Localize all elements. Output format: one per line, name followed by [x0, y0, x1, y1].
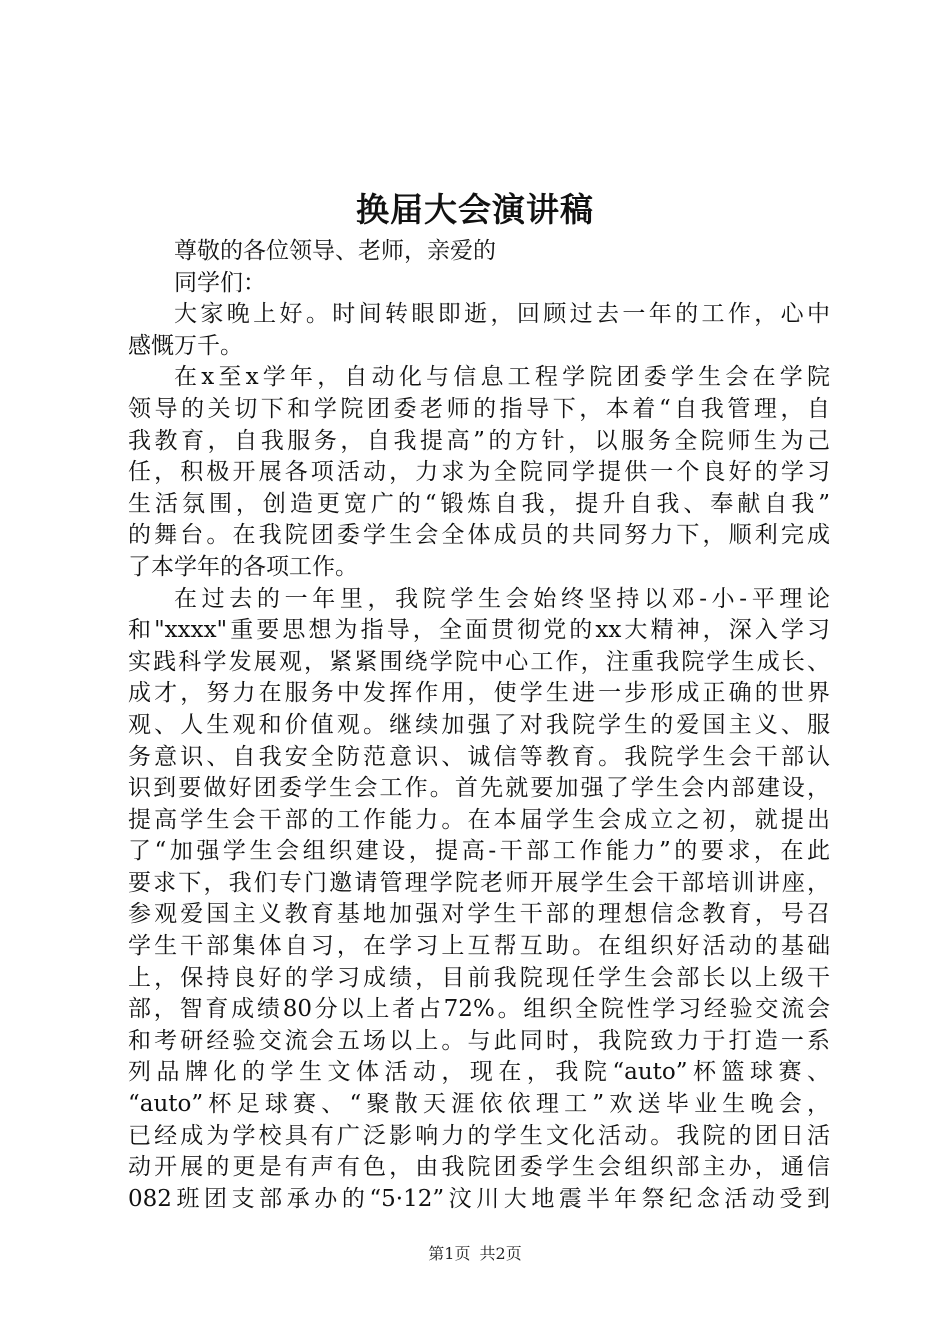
text-line: “auto”杯足球赛、“聚散天涯依依理工”欢送毕业生晚会， [128, 1091, 830, 1118]
text-line: 在过去的一年里，我院学生会始终坚持以邓-小-平理论 [174, 585, 830, 612]
text-line: 上，保持良好的学习成绩，目前我院现任学生会部长以上级干 [128, 964, 830, 991]
text-line: 识到要做好团委学生会工作。首先就要加强了学生会内部建设， [128, 775, 830, 802]
document-body [128, 236, 830, 1215]
text-line: 观、人生观和价值观。继续加强了对我院学生的爱国主义、服 [128, 711, 830, 738]
text-line: 同学们： [174, 269, 266, 296]
text-line: 学生干部集体自习，在学习上互帮互助。在组织好活动的基础 [128, 933, 830, 960]
text-line: 了本学年的各项工作。 [128, 553, 358, 580]
text-line: 和"xxxx"重要思想为指导，全面贯彻党的xx大精神，深入学习 [128, 617, 830, 644]
text-line: 领导的关切下和学院团委老师的指导下，本着“自我管理，自 [128, 395, 830, 422]
text-line: 部，智育成绩80分以上者占72%。组织全院性学习经验交流会 [128, 996, 830, 1023]
text-line: 生活氛围，创造更宽广的“锻炼自我，提升自我、奉献自我” [128, 490, 830, 517]
text-line: 要求下，我们专门邀请管理学院老师开展学生会干部培训讲座， [128, 869, 830, 896]
text-line: 务意识、自我安全防范意识、诚信等教育。我院学生会干部认 [128, 743, 830, 770]
document-title: 换届大会演讲稿 [356, 190, 594, 229]
text-line: 了“加强学生会组织建设，提高-干部工作能力”的要求，在此 [128, 838, 830, 865]
text-line: 成才，努力在服务中发挥作用，使学生进一步形成正确的世界 [128, 680, 830, 707]
text-line: 大家晚上好。时间转眼即逝，回顾过去一年的工作，心中 [174, 301, 830, 328]
text-line: 动开展的更是有声有色，由我院团委学生会组织部主办，通信 [128, 1154, 830, 1181]
text-line: 和考研经验交流会五场以上。与此同时，我院致力于打造一系 [128, 1027, 830, 1054]
page-footer [0, 1243, 950, 1265]
text-line: 任，积极开展各项活动，力求为全院同学提供一个良好的学习 [128, 459, 830, 486]
text-line: 列品牌化的学生文体活动，现在，我院“auto”杯篮球赛、 [128, 1059, 830, 1086]
text-line: 尊敬的各位领导、老师，亲爱的 [174, 238, 496, 264]
text-line: 参观爱国主义教育基地加强对学生干部的理想信念教育，号召 [128, 901, 830, 928]
page-total: 共2页 [479, 1244, 522, 1263]
text-line: 提高学生会干部的工作能力。在本届学生会成立之初，就提出 [128, 806, 830, 833]
text-line: 在x至x学年，自动化与信息工程学院团委学生会在学院 [174, 364, 830, 391]
text-line: 感慨万千。 [128, 332, 243, 359]
text-line: 的舞台。在我院团委学生会全体成员的共同努力下，顺利完成 [128, 522, 830, 549]
text-line: 082班团支部承办的“5·12”汶川大地震半年祭纪念活动受到 [128, 1185, 830, 1212]
text-line: 已经成为学校具有广泛影响力的学生文化活动。我院的团日活 [128, 1122, 830, 1149]
page-number: 第1页 [428, 1244, 471, 1263]
text-line: 我教育，自我服务，自我提高”的方针，以服务全院师生为己 [128, 427, 830, 454]
text-line: 实践科学发展观，紧紧围绕学院中心工作，注重我院学生成长、 [128, 648, 830, 675]
